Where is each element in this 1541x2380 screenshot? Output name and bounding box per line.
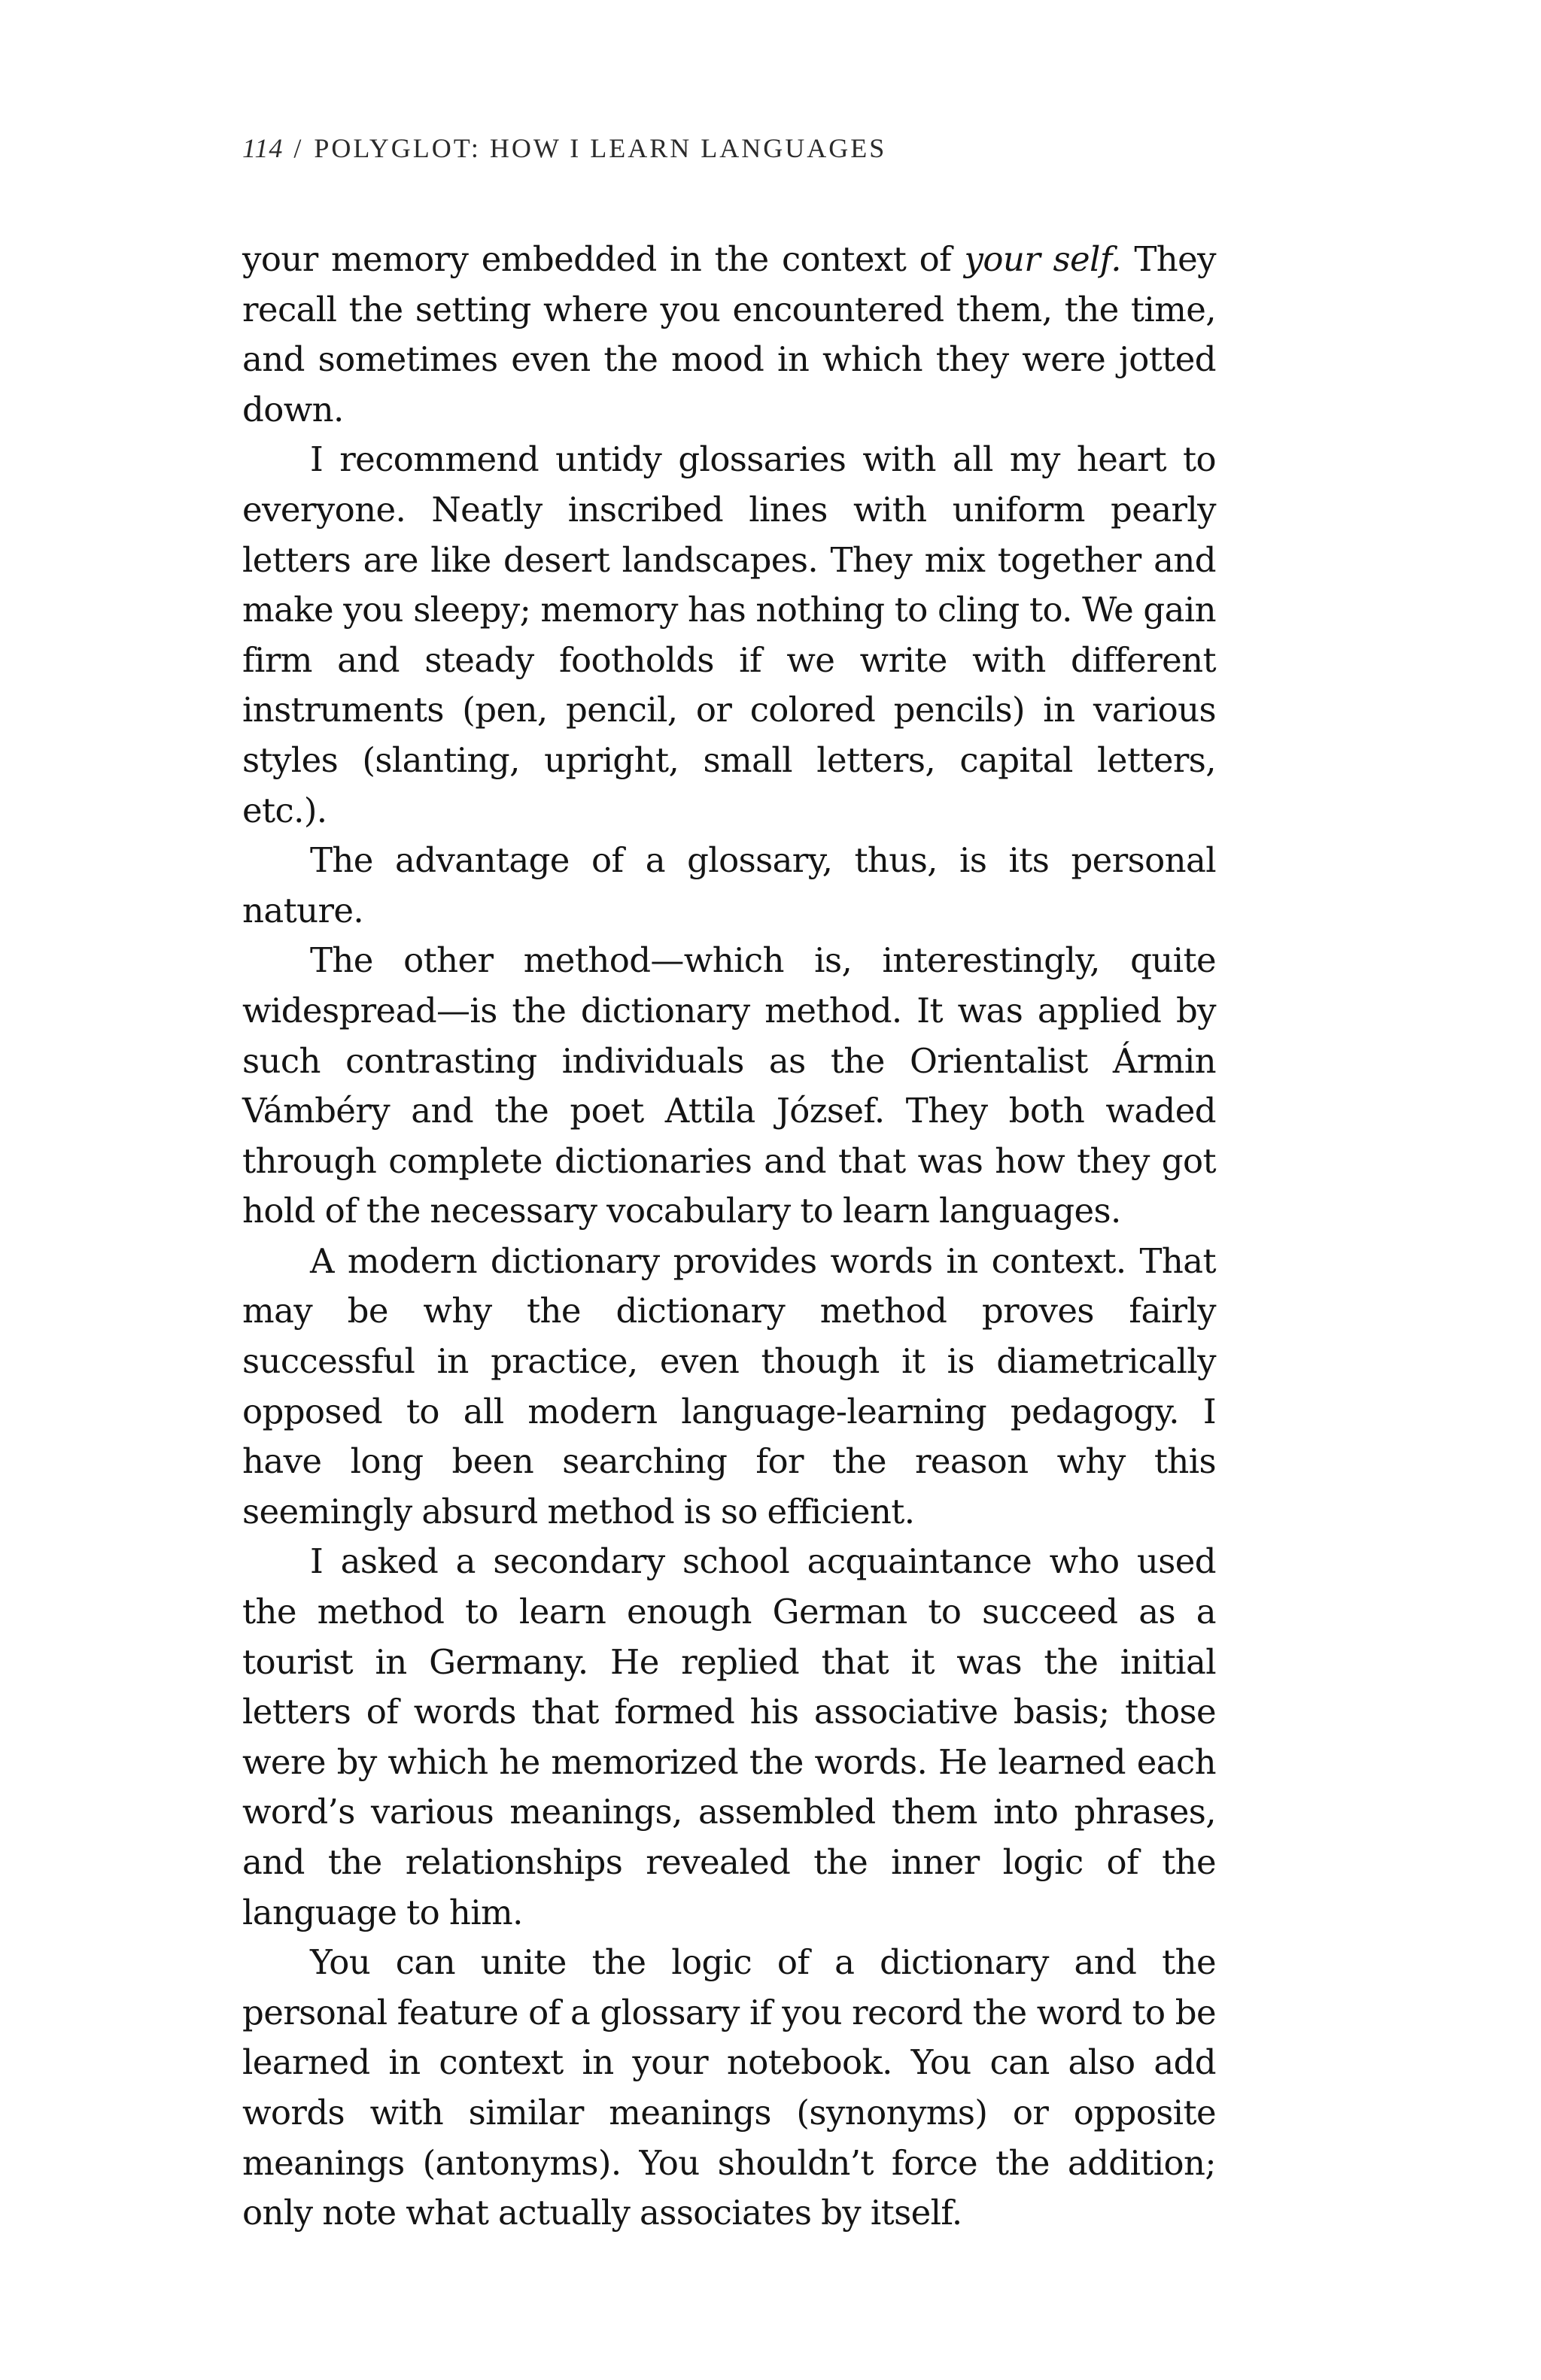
paragraph-3: The advantage of a glossary, thus, is its personal nature.: [242, 840, 1216, 930]
paragraph-1-text-end: They recall the setting where you encountered them, the time, and sometimes even the mood in which they were jotted down.: [242, 239, 1216, 430]
paragraph-4: The other method—which is, interestingly, quite widespread—is the dictionary method. It was applied by such contrasting individuals as the Orientalist Ármin Vámbéry and the poet Attila József. They both waded through complete dictionaries and that was how they got hold of the necessary vocabulary to learn languages.: [242, 940, 1216, 1231]
paragraph-5: A modern dictionary provides words in context. That may be why the dictionary method proves fairly successful in practice, even though it is diametrically opposed to all modern language-learning pedagogy. I have long been searching for the reason why this seemingly absurd method is so efficient.: [242, 1240, 1216, 1532]
paragraph-1-emphasis: your self.: [964, 239, 1121, 279]
page-number: 114: [242, 133, 284, 163]
book-title: POLYGLOT: HOW I LEARN LANGUAGES: [314, 133, 887, 163]
paragraph-1-text-start: your memory embedded in the context of: [242, 239, 965, 279]
paragraph-1: [242, 235, 1216, 435]
header-separator: /: [293, 133, 304, 163]
paragraph-2: I recommend untidy glossaries with all my heart to everyone. Neatly inscribed lines with uniform pearly letters are like desert landscapes. They mix together and make you sleepy; memory has nothing to cling to. We gain firm and steady footholds if we write with different instruments (pen, pencil, or colored pencils) in various styles (slanting, upright, small letters, capital letters, etc.).: [242, 439, 1216, 830]
body-text: [242, 235, 1216, 2239]
running-header: [242, 132, 1220, 164]
paragraph-7: You can unite the logic of a dictionary and the personal feature of a glossary if you record the word to be learned in context in your notebook. You can also add words with similar meanings (synonyms) or opposite meanings (antonyms). You shouldn’t force the addition; only note what actually associates by itself.: [242, 1942, 1216, 2233]
paragraph-6: I asked a secondary school acquaintance who used the method to learn enough German to succeed as a tourist in Germany. He replied that it was the initial letters of words that formed his associative basis; those were by which he memorized the words. He learned each word’s various meanings, assembled them into phrases, and the relationships revealed the inner logic of the language to him.: [242, 1541, 1216, 1932]
